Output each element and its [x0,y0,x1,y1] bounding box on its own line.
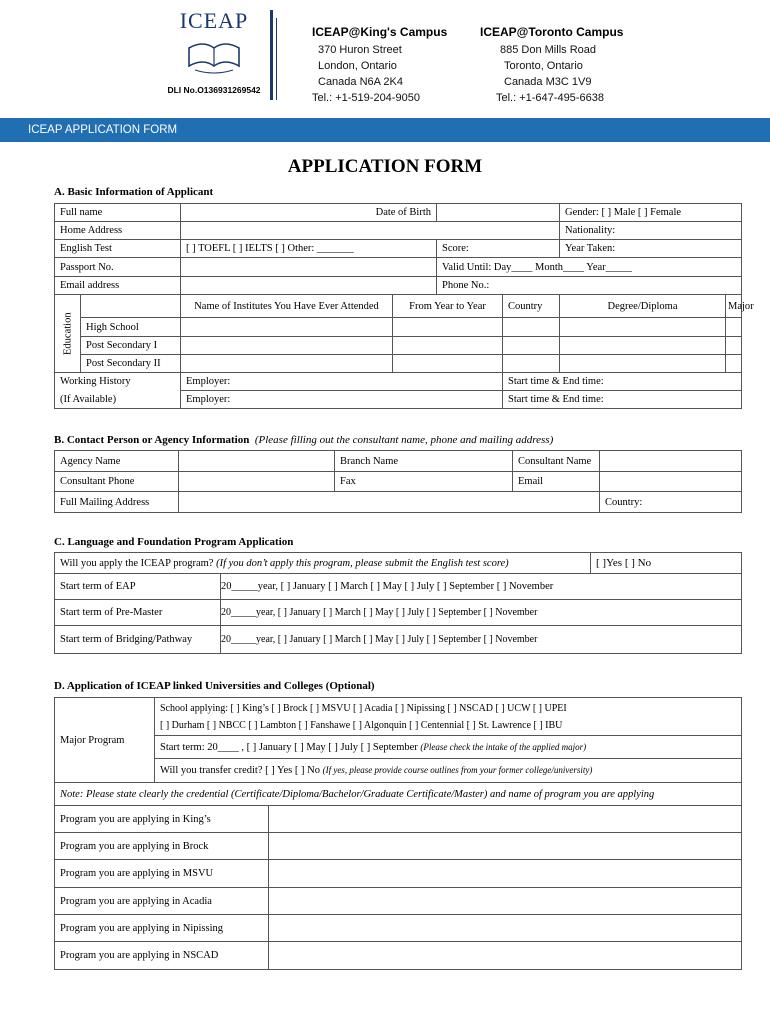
fax-label: Fax [335,472,513,492]
question-note: (If you don’t apply this program, please submit the English test score) [216,557,509,569]
consultant-name-label: Consultant Name [513,451,600,472]
school-applying-options[interactable] [155,698,742,736]
agency-table [54,450,742,513]
start-end-field[interactable]: Start time & End time: [503,373,742,391]
table-cell[interactable] [726,355,742,373]
kings-campus-address [312,24,447,106]
program-acadia-input[interactable] [269,888,742,915]
table-cell[interactable] [560,318,726,337]
table-cell[interactable] [503,355,560,373]
header-divider-thin [276,18,277,100]
bridging-options[interactable]: 20_____year, [ ] January [ ] March [ ] May [ ] July [ ] September [ ] November [221,626,742,654]
full-name-input[interactable] [181,204,437,222]
degree-header: Degree/Diploma [560,295,726,318]
school-options-line: [ ] Durham [ ] NBCC [ ] Lambton [ ] Fanshawe [ ] Algonquin [ ] Centennial [ ] St. Lawrence [ ] IBU [160,719,563,731]
form-banner: ICEAP APPLICATION FORM [0,118,770,142]
address-line: 885 Don Mills Road [500,44,596,56]
country-header: Country [503,295,560,318]
mailing-label: Full Mailing Address [55,492,179,513]
passport-input[interactable] [181,258,437,277]
post-secondary-1-label: Post Secondary I [81,337,181,355]
apply-iceap-question [55,553,591,574]
program-msvu-input[interactable] [269,860,742,888]
table-cell[interactable] [503,337,560,355]
dli-number: DLI No.O136931269542 [167,85,261,95]
address-line: 370 Huron Street [318,44,402,56]
start-end-field[interactable]: Start time & End time: [503,391,742,409]
home-address-input[interactable] [181,222,560,240]
table-cell[interactable] [181,355,393,373]
program-brock-input[interactable] [269,833,742,860]
phone-line: Tel.: +1-647-495-6638 [496,92,604,104]
start-term-text: Start term: 20____ , [ ] January [ ] May [ ] July [ ] September [160,741,418,753]
email-label: Email address [55,277,181,295]
blank-cell [81,295,181,318]
country-field[interactable]: Country: [600,492,742,513]
school-options-line: School applying: [ ] King’s [ ] Brock [ ] MSVU [ ] Acadia [ ] Nipissing [ ] NSCAD [ ] UCW [ ] UPEI [160,702,567,714]
valid-until-field[interactable]: Valid Until: Day____ Month____ Year_____ [437,258,742,277]
program-nscad-label: Program you are applying in NSCAD [55,942,269,970]
english-test-options[interactable]: [ ] TOEFL [ ] IELTS [ ] Other: _______ [181,240,437,258]
table-cell[interactable] [726,337,742,355]
major-header: Major [726,295,742,318]
full-name-label: Full name [55,204,181,222]
program-kings-input[interactable] [269,806,742,833]
phone-line: Tel.: +1-519-204-9050 [312,92,420,104]
gender-options[interactable]: Gender: [ ] Male [ ] Female [560,204,742,222]
page-title: APPLICATION FORM [287,156,483,177]
employer-field[interactable]: Employer: [181,391,503,409]
table-cell[interactable] [503,318,560,337]
agency-name-label: Agency Name [55,451,179,472]
transfer-note: (If yes, please provide course outlines from your former college/university) [322,765,593,775]
table-cell[interactable] [393,318,503,337]
section-b-note: (Please filling out the consultant name, phone and mailing address) [254,434,554,446]
email-label: Email [513,472,600,492]
yes-no-options[interactable]: [ ]Yes [ ] No [591,553,742,574]
bridging-label: Start term of Bridging/Pathway [55,626,221,654]
question-text: Will you apply the ICEAP program? [60,557,214,569]
dob-input[interactable] [437,204,560,222]
post-secondary-2-label: Post Secondary II [81,355,181,373]
english-test-label: English Test [55,240,181,258]
nationality-field[interactable]: Nationality: [560,222,742,240]
program-msvu-label: Program you are applying in MSVU [55,860,269,888]
start-term-options[interactable] [155,736,742,759]
working-history-label: Working History [55,373,181,391]
program-acadia-label: Program you are applying in Acadia [55,888,269,915]
eap-options[interactable]: 20_____year, [ ] January [ ] March [ ] May [ ] July [ ] September [ ] November [221,574,742,600]
address-line: Canada N6A 2K4 [318,76,404,88]
program-nscad-input[interactable] [269,942,742,970]
table-cell[interactable] [181,318,393,337]
logo-wordmark: ICEAP [179,8,249,33]
toronto-campus-title: ICEAP@Toronto Campus [480,25,624,39]
email-input[interactable] [600,472,742,492]
address-line: Toronto, Ontario [504,60,583,72]
table-cell[interactable] [560,355,726,373]
program-kings-label: Program you are applying in King’s [55,806,269,833]
section-b-title: B. Contact Person or Agency Information [54,434,250,446]
table-cell[interactable] [726,318,742,337]
high-school-label: High School [81,318,181,337]
consultant-name-input[interactable] [600,451,742,472]
iceap-logo [160,8,268,104]
table-cell[interactable] [181,337,393,355]
home-address-label: Home Address [55,222,181,240]
section-c-heading: C. Language and Foundation Program Application [54,536,294,548]
program-brock-label: Program you are applying in Brock [55,833,269,860]
address-line: London, Ontario [318,60,397,72]
year-taken-field[interactable]: Year Taken: [560,240,742,258]
credential-note: Note: Please state clearly the credential (Certificate/Diploma/Bachelor/Graduate Certificate/Master) and name of program you are applying [55,783,742,806]
section-b-heading [54,434,553,446]
mailing-input[interactable] [179,492,600,513]
letterhead [0,0,770,118]
start-term-note: (Please check the intake of the applied major) [420,741,587,752]
program-nipissing-label: Program you are applying in Nipissing [55,915,269,942]
score-field[interactable]: Score: [437,240,560,258]
table-cell[interactable] [393,355,503,373]
table-cell[interactable] [560,337,726,355]
header-divider [270,10,273,100]
kings-campus-title: ICEAP@King's Campus [312,25,448,39]
major-program-label: Major Program [55,698,155,783]
book-emblem-icon [185,36,243,76]
passport-label: Passport No. [55,258,181,277]
table-cell[interactable] [393,337,503,355]
language-program-table [54,552,742,654]
address-line: Canada M3C 1V9 [504,76,592,88]
pre-master-options[interactable]: 20_____year, [ ] January [ ] March [ ] May [ ] July [ ] September [ ] November [221,600,742,626]
email-input[interactable] [181,277,437,295]
consultant-phone-label: Consultant Phone [55,472,179,492]
education-label: Education [55,295,81,373]
institutes-header: Name of Institutes You Have Ever Attended [181,295,393,318]
branch-name-label: Branch Name [335,451,513,472]
years-header: From Year to Year [393,295,503,318]
agency-name-input[interactable] [179,451,335,472]
toronto-campus-address [480,24,623,106]
pre-master-label: Start term of Pre-Master [55,600,221,626]
dob-label: Date of Birth [375,207,432,218]
employer-field[interactable]: Employer: [181,373,503,391]
eap-label: Start term of EAP [55,574,221,600]
program-nipissing-input[interactable] [269,915,742,942]
linked-universities-table [54,697,742,970]
basic-info-table [54,203,754,409]
consultant-phone-input[interactable] [179,472,335,492]
section-a-heading: A. Basic Information of Applicant [54,186,214,198]
transfer-credit-options[interactable] [155,759,742,783]
section-d-heading: D. Application of ICEAP linked Universities and Colleges (Optional) [54,680,375,692]
if-available-label: (If Available) [55,391,181,409]
phone-field[interactable]: Phone No.: [437,277,742,295]
transfer-text: Will you transfer credit? [ ] Yes [ ] No [160,765,320,776]
